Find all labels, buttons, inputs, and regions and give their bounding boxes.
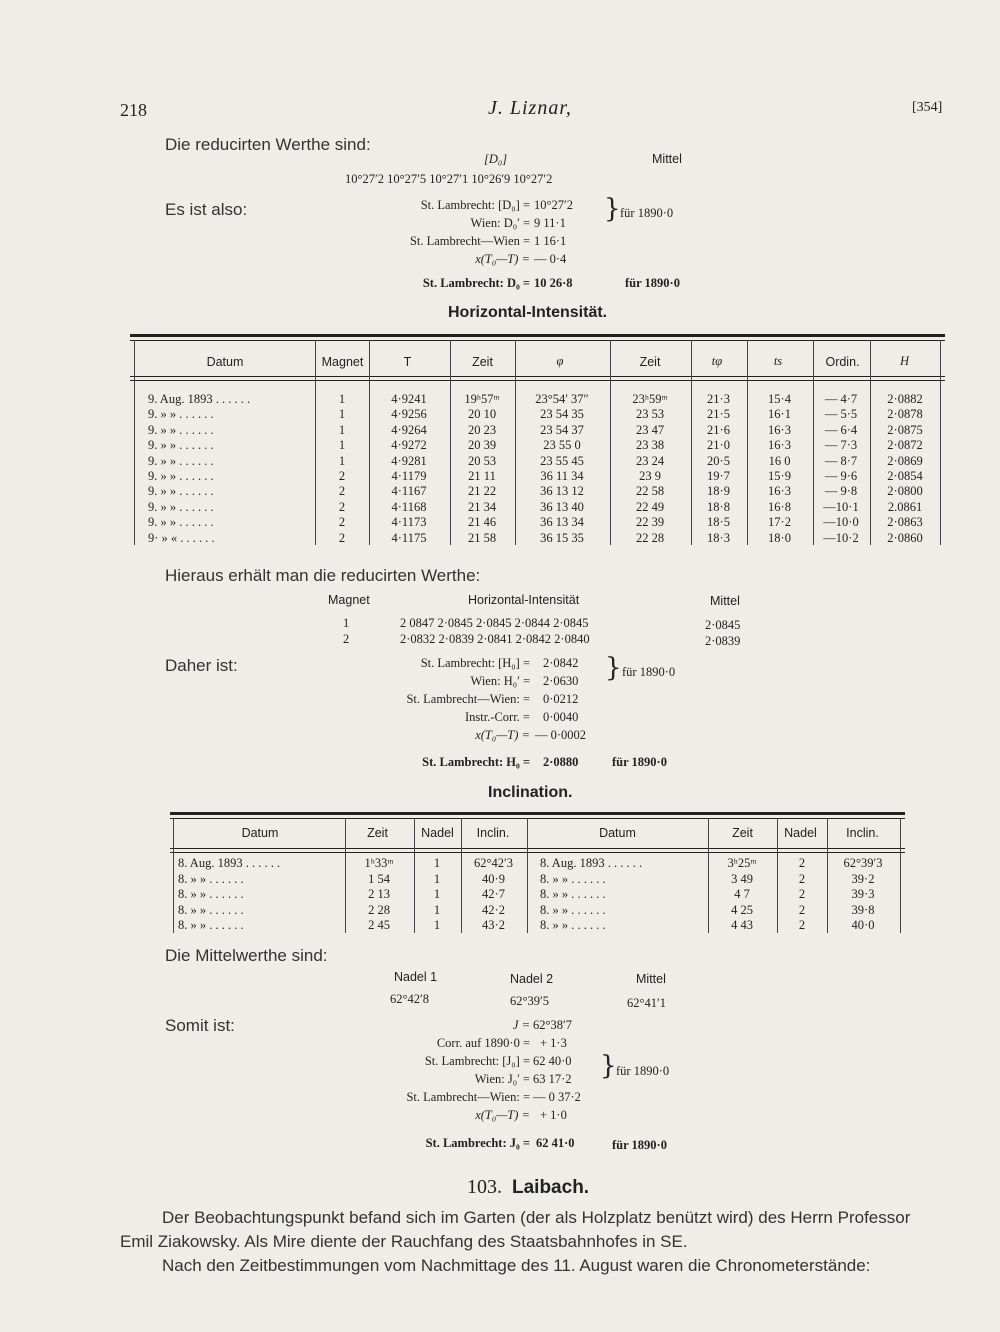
daher-ist: Daher ist: (165, 656, 238, 675)
hi-vline-10 (940, 340, 941, 545)
eq-rhs-1: 10°27′2 (534, 198, 573, 212)
eq-lhs-1: St. Lambrecht: [D₀] = (420, 198, 530, 212)
hi-cell-r8-c1: 2 (338, 515, 346, 530)
h-fuer: für 1890·0 (622, 665, 676, 679)
inc-col-nadel-l: Nadel (421, 826, 454, 840)
j-lhs-5: St. Lambrecht—Wien: = (406, 1090, 530, 1104)
j-rhs-3: 62 40·0 (533, 1054, 572, 1068)
hi-cell-r7-c9: 2.0861 (887, 499, 923, 514)
hi-cell-r3-c8: — 7·3 (824, 438, 858, 453)
inc-cell-r4-c3: 43·2 (482, 918, 505, 933)
somit-ist: Somit ist: (165, 1016, 235, 1035)
j-lhs-2: Corr. auf 1890·0 = (436, 1036, 530, 1050)
es-ist-also: Es ist also: (165, 200, 248, 219)
inc-cell-r2-c0: 8. » » . . . . . . (178, 887, 244, 902)
h-lhs-1: St. Lambrecht: [H₀] = (420, 656, 530, 670)
hi-cell-r9-c1: 2 (338, 530, 346, 545)
j-lhs-1: J = (512, 1018, 530, 1032)
hi-cell-r0-c5: 23ʰ59ᵐ (632, 392, 668, 406)
nadel2-value: 62°39′5 (510, 994, 549, 1008)
inc-cell-r4-c4: 8. » » . . . . . . (540, 918, 606, 933)
inc-col-datum-l: Datum (241, 826, 279, 840)
result-h0-fuer: für 1890·0 (612, 755, 667, 769)
inc-cell-r2-c1: 2 13 (368, 887, 390, 902)
hi-cell-r1-c1: 1 (338, 407, 346, 422)
hi-cell-r0-c2: 4·9241 (391, 392, 427, 406)
inc-cell-r2-c6: 2 (798, 887, 806, 902)
hi-cell-r0-c6: 21·3 (707, 392, 730, 406)
fuer-1890: für 1890·0 (620, 206, 674, 220)
brace-icon: } (605, 653, 622, 683)
hi-col-ordin: Ordin. (825, 355, 860, 369)
hi-cell-r0-c7: 15·4 (768, 392, 791, 406)
inc-col-zeit-r: Zeit (732, 826, 753, 840)
result-j0-lhs: St. Lambrecht: J₀ = (425, 1136, 530, 1150)
hi-cell-r5-c9: 2·0854 (887, 469, 923, 483)
inc-cell-r3-c7: 39·8 (851, 902, 875, 917)
mittel-value-3: 62°41′1 (627, 996, 666, 1010)
hi-cell-r2-c3: 20 23 (467, 422, 497, 437)
inc-cell-r0-c0: 8. Aug. 1893 . . . . . . (178, 856, 281, 870)
hi-cell-r6-c6: 18·9 (707, 484, 730, 499)
hi-cell-r1-c4: 23 54 35 (540, 407, 584, 422)
inc-cell-r2-c5: 4 7 (734, 887, 750, 902)
hi-table-header-rule-2 (130, 380, 945, 381)
hi-cell-r9-c2: 4·1175 (391, 530, 427, 545)
hi-cell-r1-c3: 20 10 (467, 407, 497, 422)
hi-cell-r3-c6: 21·0 (707, 438, 730, 453)
hi-cell-r1-c2: 4·9256 (391, 407, 427, 422)
j-lhs-4: Wien: J₀′ = (474, 1072, 530, 1086)
inc-cell-r3-c3: 42·2 (482, 902, 505, 917)
inc-cell-r0-c3: 62°42′3 (474, 856, 513, 870)
hi-cell-r3-c9: 2·0872 (887, 438, 923, 453)
hi-cell-r9-c6: 18·3 (707, 530, 730, 545)
inc-cell-r2-c3: 42·7 (482, 887, 505, 902)
brace-icon: } (604, 194, 621, 224)
hi-cell-r2-c1: 1 (338, 422, 346, 437)
j-rhs-1: 62°38′7 (533, 1018, 572, 1032)
inc-col-inclin-l: Inclin. (476, 826, 510, 840)
h-lhs-2: Wien: H₀′ = (470, 674, 530, 688)
hi-cell-r5-c2: 4·1179 (391, 469, 427, 483)
inc-col-zeit-l: Zeit (367, 826, 388, 840)
inc-table-top-rule (170, 812, 905, 815)
hi-cell-r9-c0: 9· » « . . . . . . (148, 530, 215, 545)
hi-col-datum: Datum (206, 355, 244, 369)
hi-col-ts: ts (773, 354, 783, 368)
hi-cell-r7-c8: —10·1 (823, 499, 859, 514)
hi-cell-r5-c6: 19·7 (707, 469, 730, 483)
col-mittel-2: Mittel (710, 594, 740, 608)
hi-cell-r9-c7: 18·0 (768, 530, 791, 545)
inc-cell-r1-c7: 39·2 (851, 871, 875, 886)
hi-cell-r8-c0: 9. » » . . . . . . (148, 515, 214, 530)
h-rhs-5: — 0·0002 (535, 728, 587, 742)
hi-cell-r8-c4: 36 13 34 (540, 515, 584, 530)
j-rhs-5: — 0 37·2 (533, 1090, 581, 1104)
hi-cell-r8-c9: 2·0863 (887, 515, 923, 530)
hi-cell-r3-c0: 9. » » . . . . . . (148, 438, 214, 453)
hi-cell-r1-c6: 21·5 (707, 407, 730, 422)
hi-cell-r4-c3: 20 53 (467, 453, 497, 468)
inc-cell-r2-c4: 8. » » . . . . . . (540, 887, 606, 902)
inc-cell-r0-c6: 2 (798, 856, 806, 870)
inc-cell-r3-c4: 8. » » . . . . . . (540, 902, 606, 917)
inc-cell-r4-c0: 8. » » . . . . . . (178, 918, 244, 933)
j-rhs-4: 63 17·2 (533, 1072, 572, 1086)
hi-cell-r1-c7: 16·1 (768, 407, 791, 422)
hi-cell-r0-c3: 19ʰ57ᵐ (464, 392, 500, 406)
hi-cell-r2-c7: 16·3 (768, 422, 791, 437)
page-ref: [354] (912, 100, 943, 115)
nadel1-value: 62°42′8 (390, 992, 429, 1006)
hi-cell-r9-c9: 2·0860 (887, 530, 923, 545)
col-hi-2: Horizontal-Intensität (468, 593, 580, 607)
hi-cell-r6-c1: 2 (338, 484, 346, 499)
hi-cell-r7-c4: 36 13 40 (540, 499, 584, 514)
author-header: J. Liznar, (488, 97, 572, 119)
hi-cell-r1-c0: 9. » » . . . . . . (148, 407, 214, 422)
hi-cell-r0-c8: — 4·7 (824, 392, 858, 406)
col-mittel: Mittel (652, 152, 682, 166)
hi-cell-r7-c7: 16·8 (768, 499, 791, 514)
hi-cell-r3-c5: 23 38 (635, 438, 665, 453)
eq-lhs-2: Wien: D₀′ = (470, 216, 530, 230)
inc-col-nadel-r: Nadel (784, 826, 817, 840)
inc-col-datum-r: Datum (599, 826, 636, 840)
section-number: 103. (467, 1176, 502, 1198)
hi-cell-r0-c9: 2·0882 (887, 392, 923, 406)
hi-cell-r4-c8: — 8·7 (824, 453, 858, 468)
eq-rhs-3: 1 16·1 (534, 234, 567, 248)
hi-cell-r2-c5: 23 47 (635, 422, 665, 437)
inc-cell-r1-c2: 1 (433, 871, 441, 886)
intro-reduced-values: Die reducirten Werthe sind: (165, 135, 371, 154)
j-lhs-3: St. Lambrecht: [J₀] = (424, 1054, 530, 1068)
h-lhs-3: St. Lambrecht—Wien: = (406, 692, 530, 706)
hi-cell-r8-c6: 18·5 (707, 515, 730, 530)
eq-lhs-4: x(T₀—T) = (475, 252, 530, 266)
inc-cell-r1-c4: 8. » » . . . . . . (540, 871, 606, 886)
hi-cell-r5-c0: 9. » » . . . . . . (148, 469, 214, 483)
hi-cell-r6-c2: 4·1167 (391, 484, 427, 499)
page-number: 218 (120, 100, 147, 120)
hi-cell-r8-c8: —10·0 (823, 515, 859, 530)
hi-cell-r9-c5: 22 28 (635, 530, 665, 545)
hi-cell-r4-c7: 16 0 (768, 453, 791, 468)
j-fuer: für 1890·0 (616, 1064, 670, 1078)
hi-cell-r5-c5: 23 9 (639, 469, 661, 483)
result-d0-fuer: für 1890·0 (625, 276, 680, 290)
hi-title: Horizontal-Intensität. (448, 304, 608, 321)
inc-cell-r0-c7: 62°39′3 (843, 856, 883, 870)
para-line-3: Nach den Zeitbestimmungen vom Nachmittage des 11. August waren die Chronometerstände: (162, 1256, 871, 1275)
inc-cell-r3-c5: 4 25 (731, 902, 753, 917)
hi-col-zeit-2: Zeit (639, 355, 661, 369)
hi-cell-r4-c0: 9. » » . . . . . . (148, 453, 214, 468)
hi-cell-r3-c4: 23 55 0 (543, 438, 581, 453)
h-rhs-3: 0·0212 (543, 692, 579, 706)
result-j0-fuer: für 1890·0 (612, 1138, 667, 1152)
hi-cell-r7-c3: 21 34 (467, 499, 497, 514)
inc-cell-r4-c6: 2 (798, 918, 806, 933)
hi-cell-r8-c2: 4·1173 (391, 515, 427, 530)
hi-table-top-rule-thin (130, 340, 945, 341)
intro-hieraus: Hieraus erhält man die reducirten Werthe: (165, 566, 481, 585)
hi-cell-r6-c3: 21 22 (467, 484, 497, 499)
hi-mittel-2: 2·0839 (705, 634, 741, 648)
inc-cell-r4-c5: 4 43 (731, 918, 753, 933)
hi-cell-r6-c5: 22 58 (635, 484, 665, 499)
hi-cell-r1-c5: 23 53 (635, 407, 665, 422)
hi-cell-r3-c7: 16·3 (768, 438, 791, 453)
hi-cell-r2-c0: 9. » » . . . . . . (148, 422, 214, 437)
inc-cell-r1-c6: 2 (798, 871, 806, 886)
inc-cell-r0-c1: 1ʰ33ᵐ (364, 856, 394, 870)
inc-cell-r1-c3: 40·9 (482, 871, 505, 886)
col-magnet-2: Magnet (328, 593, 370, 607)
hi-cell-r3-c3: 20 39 (467, 438, 497, 453)
j-lhs-6: x(T₀—T) = (475, 1108, 530, 1122)
hi-cell-r0-c0: 9. Aug. 1893 . . . . . . (148, 392, 251, 406)
inc-col-inclin-r: Inclin. (846, 826, 879, 840)
intro-mittelwerthe: Die Mittelwerthe sind: (165, 946, 328, 965)
inc-table-header-rule (170, 848, 905, 849)
hi-values-2: 2·0832 2·0839 2·0841 2·0842 2·0840 (400, 632, 590, 646)
hi-cell-r7-c1: 2 (338, 499, 346, 514)
hi-col-tphi: tφ (711, 354, 723, 368)
hi-values-1: 2 0847 2·0845 2·0845 2·0844 2·0845 (400, 616, 589, 630)
para-line-2: Emil Ziakowsky. Als Mire diente der Rauchfang des Staatsbahnhofes in SE. (120, 1232, 688, 1251)
magnet-2: 2 (343, 632, 350, 646)
hi-cell-r8-c3: 21 46 (467, 515, 497, 530)
mittel-label-3: Mittel (636, 972, 666, 986)
inc-vline-0 (173, 818, 174, 933)
result-h0-lhs: St. Lambrecht: H₀ = (422, 755, 530, 769)
hi-cell-r2-c2: 4·9264 (391, 422, 427, 437)
hi-cell-r7-c2: 4·1168 (391, 499, 427, 514)
inc-table-header-rule-2 (170, 852, 905, 853)
hi-cell-r3-c2: 4·9272 (391, 438, 427, 453)
hi-cell-r2-c8: — 6·4 (824, 422, 858, 437)
hi-cell-r9-c4: 36 15 35 (540, 530, 584, 545)
hi-cell-r5-c3: 21 11 (468, 469, 496, 483)
hi-cell-r5-c8: — 9·6 (824, 469, 858, 483)
hi-cell-r4-c5: 23 24 (635, 453, 665, 468)
hi-cell-r0-c1: 1 (338, 392, 346, 406)
hi-cell-r6-c4: 36 13 12 (540, 484, 584, 499)
hi-cell-r5-c7: 15·9 (768, 469, 791, 483)
result-d0-lhs: St. Lambrecht: D₀ = (422, 276, 530, 290)
hi-cell-r5-c1: 2 (338, 469, 346, 483)
h-rhs-4: 0·0040 (543, 710, 579, 724)
inc-cell-r2-c7: 39·3 (851, 887, 875, 902)
eq-rhs-4: — 0·4 (534, 252, 567, 266)
hi-cell-r2-c9: 2·0875 (887, 422, 923, 437)
hi-col-zeit-1: Zeit (472, 355, 493, 369)
para-line-1: Der Beobachtungspunkt befand sich im Garten (der als Holzplatz benützt wird) des Herrn Professor (162, 1208, 911, 1227)
result-h0-rhs: 2·0880 (543, 755, 579, 769)
nadel2-label: Nadel 2 (510, 972, 554, 986)
hi-col-phi: φ (556, 354, 564, 368)
hi-cell-r9-c3: 21 58 (467, 530, 497, 545)
hi-vline-0 (134, 340, 135, 545)
section-title: Laibach. (512, 1177, 590, 1198)
hi-table-header-rule (130, 376, 945, 377)
nadel1-label: Nadel 1 (394, 970, 438, 984)
inc-cell-r4-c1: 2 45 (368, 918, 390, 933)
hi-cell-r8-c5: 22 39 (635, 515, 665, 530)
inc-cell-r1-c5: 3 49 (731, 871, 753, 886)
inc-cell-r3-c0: 8. » » . . . . . . (178, 902, 244, 917)
hi-cell-r0-c4: 23°54′ 37″ (535, 392, 589, 406)
result-d0-rhs: 10 26·8 (534, 276, 573, 290)
d0-values: 10°27′2 10°27′5 10°27′1 10°26′9 10°27′2 (345, 172, 553, 186)
inc-cell-r0-c2: 1 (433, 856, 441, 870)
hi-cell-r4-c1: 1 (338, 453, 346, 468)
hi-cell-r7-c6: 18·8 (707, 499, 730, 514)
hi-cell-r4-c9: 2·0869 (887, 453, 923, 468)
hi-cell-r4-c6: 20·5 (707, 453, 730, 468)
hi-cell-r4-c2: 4·9281 (391, 453, 427, 468)
inc-cell-r1-c0: 8. » » . . . . . . (178, 871, 244, 886)
magnet-1: 1 (343, 616, 350, 630)
inc-cell-r1-c1: 1 54 (368, 871, 390, 886)
inc-cell-r3-c6: 2 (798, 902, 806, 917)
hi-cell-r5-c4: 36 11 34 (540, 469, 584, 483)
hi-cell-r2-c4: 23 54 37 (540, 422, 584, 437)
hi-table-top-rule (130, 334, 945, 337)
h-lhs-4: Instr.-Corr. = (464, 710, 530, 724)
hi-cell-r1-c8: — 5·5 (824, 407, 858, 422)
h-lhs-5: x(T₀—T) = (475, 728, 530, 742)
col-d0: [D₀] (484, 152, 508, 166)
j-rhs-6: + 1·0 (540, 1108, 567, 1122)
hi-col-magnet: Magnet (321, 355, 364, 369)
hi-cell-r6-c7: 16·3 (768, 484, 791, 499)
h-rhs-2: 2·0630 (543, 674, 579, 688)
h-rhs-1: 2·0842 (543, 656, 579, 670)
hi-cell-r8-c7: 17·2 (768, 515, 791, 530)
hi-cell-r9-c8: —10·2 (823, 530, 859, 545)
hi-cell-r3-c1: 1 (338, 438, 346, 453)
hi-cell-r7-c0: 9. » » . . . . . . (148, 499, 214, 514)
hi-cell-r7-c5: 22 49 (635, 499, 665, 514)
j-rhs-2: + 1·3 (540, 1036, 567, 1050)
hi-cell-r4-c4: 23 55 45 (540, 453, 584, 468)
hi-mittel-1: 2·0845 (705, 618, 741, 632)
result-j0-rhs: 62 41·0 (536, 1136, 575, 1150)
hi-cell-r2-c6: 21·6 (707, 422, 730, 437)
inc-table-top-rule-thin (170, 818, 905, 819)
hi-cell-r6-c8: — 9·8 (824, 484, 858, 499)
inc-title: Inclination. (488, 784, 573, 801)
eq-rhs-2: 9 11·1 (534, 216, 566, 230)
hi-cell-r6-c0: 9. » » . . . . . . (148, 484, 214, 499)
hi-cell-r1-c9: 2·0878 (887, 407, 923, 422)
inc-cell-r3-c2: 1 (433, 902, 441, 917)
inc-cell-r4-c7: 40·0 (851, 918, 875, 933)
eq-lhs-3: St. Lambrecht—Wien = (409, 234, 530, 248)
inc-vline-8 (900, 818, 901, 933)
inc-cell-r0-c5: 3ʰ25ᵐ (727, 856, 757, 870)
hi-col-h: H (899, 354, 910, 368)
hi-cell-r6-c9: 2·0800 (887, 484, 923, 499)
inc-cell-r4-c2: 1 (433, 918, 441, 933)
hi-col-t: T (403, 355, 412, 369)
inc-cell-r0-c4: 8. Aug. 1893 . . . . . . (540, 856, 643, 870)
inc-vline-4 (527, 818, 528, 933)
inc-cell-r2-c2: 1 (433, 887, 441, 902)
brace-icon: } (600, 1051, 617, 1081)
inc-cell-r3-c1: 2 28 (368, 902, 390, 917)
